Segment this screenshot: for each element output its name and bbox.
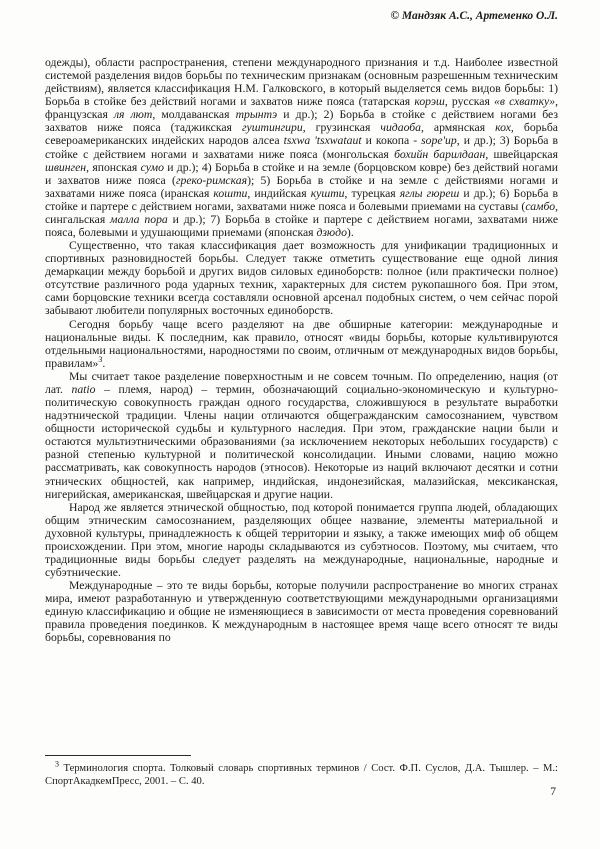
footnote: $^3$ Терминология спорта. Толковый словарь спортивных терминов / Сост. Ф.П. Суслов, Д.А. Тышлер. – М.: СпортАкадкемПресс, 2001. – С. 40. — [45, 759, 558, 787]
copyright-authors: © Мандзяк А.С., Артеменко О.Л. — [390, 10, 558, 22]
page-number: 7 — [550, 786, 556, 798]
document-body — [45, 56, 558, 645]
paragraph-classification: одежды), области распространения, степени международного признания и т.д. Наиболее известной системой разделения видов борьбы по техническим признакам (основным разрешенным техническим действиям), является классификация Н.М. Галковского, в который выделяется семь видов борьбы: 1) Борьба в стойке без действий ногами и захватов ниже пояса (татарская корэш, русская «в схватку», французская ля лют, молдаванская трынтэ и др.); 2) Борьба в стойке с действием ногами без захватов ниже пояса (таджикская гуштингири, грузинская чидаоба, армянская кох, борьба североамериканских индейских народов алсеа tsxwa 'tsxwataut и кокопа - sope'up, и др.); 3) Борьба в стойке с действием ногами и захватами ниже пояса (монгольская бохийн барилдаан, швейцарская швинген, японская сумо и др.); 4) Борьба в стойке и на земле (борцовском ковре) без действий ногами и захватов ниже пояса (греко-римская); 5) Борьба в стойке и на земле с действиями ногами и захватами ниже пояса (иранская кошти, индийская кушти, турецкая яглы гюреш и др.); 6) Борьба в стойке и партере с действием ногами, захватами ниже пояса и болевыми приемами на суставы (самбо, сингальская малла пора и др.); 7) Борьба в стойке и партере с действием ногами, захватами ниже пояса, болевыми и удушающими приемами (японская дзюдо). — [45, 56, 559, 240]
paragraph-nation-definition: Мы считает такое разделение поверхностным и не совсем точным. По определению, нация (от лат. natio – племя, народ) – термин, обозначающий социально-экономическую и культурно-политическую совокупность граждан одного государства, сложившуюся в результате выработки надэтнической традиции. Члены нации отличаются общегражданским самосознанием, чувством общности исторической судьбы и культурного наследия. При этом, гражданские нации были и остаются мультиэтническими образованиями (за исключением некоторых небольших государств) с разной степенью культурной и политической консолидации. Иными словами, нацию можно рассматривать, как совокупность народов (этносов). Некоторые из наций включают десятки и сотни этнических общностей, как например, индийская, индонезийская, малазийская, мексиканская, нигерийская, американская, швейцарская и другие нации. — [45, 369, 558, 501]
paragraph-international: Международные – это те виды борьбы, которые получили распространение во многих странах мира, имеют разработанную и утвержденную соответствующими международными организациями единую классификацию и общие не изменяющиеся в зависимости от места проведения соревнований правила проведения поединков. К международным в настоящее время чаще всего относят те виды борьбы, соревнования по — [45, 579, 558, 645]
footnote-separator — [45, 755, 191, 756]
footnote-area — [45, 755, 558, 788]
paragraph-narod-definition: Народ же является этнической общностью, под которой понимается группа людей, обладающих общим этническим самосознанием, разделяющих общее название, элементы материальной и духовной культуры, принадлежность к общей территории и языку, а также имеющих миф об общем происхождении. При этом, многие народы складываются из субэтносов. Поэтому, мы считаем, что традиционные виды борьбы следует разделять на международные, национальные, народные и субэтнические. — [45, 500, 558, 580]
paragraph-unification: Существенно, что такая классификация дает возможность для унификации традиционных и спортивных разновидностей борьбы. Следует также отметить существование еще одной линия демаркации между борьбой и других видов силовых единоборств: полное (или практически полное) отсутствие различного рода ударных техник, характерных для систем рукопашного боя. При этом, сами борцовские техники всегда составляли основной арсенал подобных систем, о чем сейчас порой забывают любители популярных восточных единоборств. — [45, 239, 558, 318]
paragraph-categories: Сегодня борьбу чаще всего разделяют на две обширные категории: международные и национальные виды. К последним, как правило, относят «виды борьбы, которые культивируются отдельными национальностями, народностями по своим, отличным от международных видов борьбы, правилам»$^3$. — [45, 317, 558, 370]
page-header — [45, 10, 558, 23]
